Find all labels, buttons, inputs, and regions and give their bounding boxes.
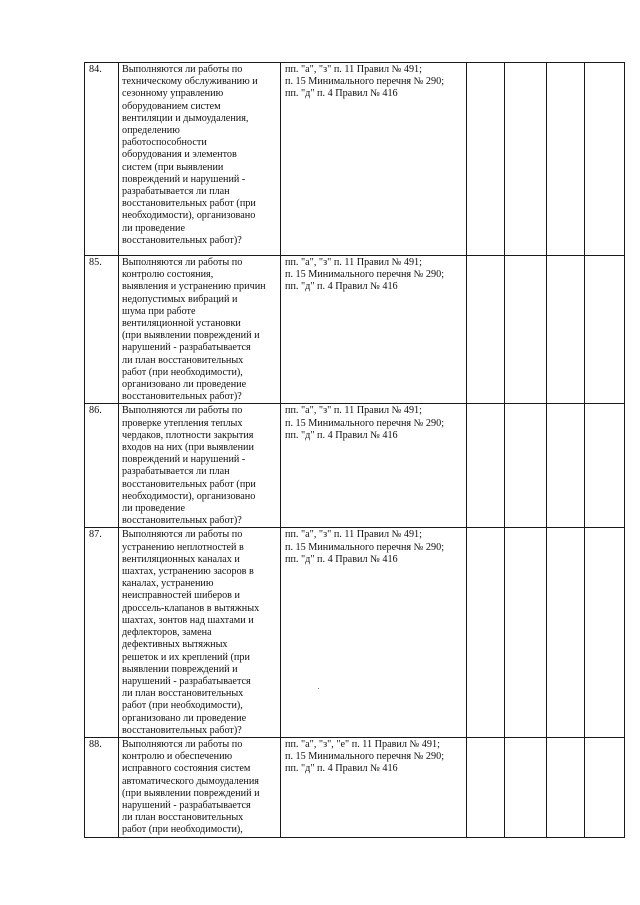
legal-reference-line: п. 15 Минимального перечня № 290;: [285, 76, 445, 88]
question-line: работ (при необходимости),: [122, 366, 243, 378]
question-cell: [119, 63, 281, 256]
question-line: (при выявлении повреждений и: [122, 330, 260, 342]
legal-reference-line: пп. "д" п. 4 Правил № 416: [285, 281, 398, 293]
question-cell: [119, 404, 281, 528]
question-line: исправного состояния систем: [122, 763, 251, 775]
question-line: контролю и обеспечению: [122, 751, 233, 763]
question-line: оборудованием систем: [122, 100, 221, 112]
question-line: сезонному управлению: [122, 88, 224, 100]
question-line: дроссель-клапанов в вытяжных: [122, 602, 260, 614]
answer-cell[interactable]: [547, 528, 585, 737]
legal-reference-line: п. 15 Минимального перечня № 290;: [285, 269, 445, 281]
question-line: автоматического дымоудаления: [122, 775, 259, 787]
legal-reference-line: пп. "а", "з" п. 11 Правил № 491;: [285, 64, 422, 75]
question-cell: [119, 737, 281, 837]
legal-reference-line: пп. "д" п. 4 Правил № 416: [285, 429, 398, 441]
answer-cell[interactable]: [505, 256, 547, 404]
answer-cell[interactable]: [467, 737, 505, 837]
checklist-table: [84, 62, 625, 838]
question-line: повреждений и нарушений -: [122, 173, 246, 185]
answer-cell[interactable]: [467, 404, 505, 528]
legal-reference-cell: [281, 528, 467, 737]
legal-reference-line: пп. "д" п. 4 Правил № 416: [285, 88, 398, 100]
question-line: каналах, устранению: [122, 578, 214, 590]
question-line: нарушений - разрабатывается: [122, 799, 251, 811]
answer-cell[interactable]: [585, 737, 625, 837]
table-row: [85, 63, 625, 256]
question-line: повреждений и нарушений -: [122, 454, 246, 466]
question-line: устранению неплотностей в: [122, 541, 244, 553]
answer-cell[interactable]: [467, 256, 505, 404]
question-line: восстановительных работ)?: [122, 724, 242, 736]
legal-reference-line: пп. "а", "з" п. 11 Правил № 491;: [285, 257, 422, 268]
question-line: техническому обслуживанию и: [122, 76, 258, 88]
answer-cell[interactable]: [585, 404, 625, 528]
question-line: Выполняются ли работы по: [122, 738, 243, 750]
answer-cell[interactable]: [505, 63, 547, 256]
row-number: 85.: [85, 256, 119, 404]
question-line: неисправностей шиберов и: [122, 590, 240, 602]
question-line: выявления и устранению причин: [122, 281, 266, 293]
question-line: нарушений - разрабатывается: [122, 675, 251, 687]
answer-cell[interactable]: [467, 63, 505, 256]
answer-cell[interactable]: [547, 63, 585, 256]
legal-reference-cell: [281, 737, 467, 837]
legal-reference-line: пп. "а", "з", "е" п. 11 Правил № 491;: [285, 738, 440, 750]
question-line: работ (при необходимости),: [122, 824, 243, 836]
answer-cell[interactable]: [585, 528, 625, 737]
question-cell: [119, 528, 281, 737]
question-line: ли план восстановительных: [122, 812, 244, 824]
answer-cell[interactable]: [505, 737, 547, 837]
question-line: организовано ли проведение: [122, 712, 247, 724]
question-line: организовано ли проведение: [122, 379, 247, 391]
question-line: проверке утепления теплых: [122, 417, 243, 429]
question-line: оборудования и элементов: [122, 149, 237, 161]
question-line: ли план восстановительных: [122, 354, 244, 366]
question-line: разрабатывается ли план: [122, 466, 230, 478]
question-line: шахтах, устранению засоров в: [122, 566, 254, 578]
question-line: ли план восстановительных: [122, 688, 244, 700]
question-line: ли проведение: [122, 222, 185, 234]
row-number: 88.: [85, 737, 119, 837]
question-line: недопустимых вибраций и: [122, 293, 238, 305]
question-line: восстановительных работ (при: [122, 478, 256, 490]
legal-reference-line: пп. "а", "з" п. 11 Правил № 491;: [285, 529, 422, 541]
question-line: шахтах, зонтов над шахтами и: [122, 614, 254, 626]
table-row: [85, 528, 625, 737]
legal-reference-line: п. 15 Минимального перечня № 290;: [285, 751, 445, 763]
question-line: Выполняются ли работы по: [122, 257, 243, 268]
answer-cell[interactable]: [505, 404, 547, 528]
table-row: [85, 256, 625, 404]
question-line: разрабатывается ли план: [122, 186, 230, 198]
question-line: необходимости), организовано: [122, 490, 256, 502]
question-line: выявлении повреждений и: [122, 663, 238, 675]
answer-cell[interactable]: [547, 737, 585, 837]
question-line: вентиляционных каналах и: [122, 553, 240, 565]
row-number: 86.: [85, 404, 119, 528]
answer-cell[interactable]: [547, 256, 585, 404]
answer-cell[interactable]: [585, 63, 625, 256]
question-line: систем (при выявлении: [122, 161, 224, 173]
question-line: Выполняются ли работы по: [122, 529, 243, 541]
question-line: работ (при необходимости),: [122, 700, 243, 712]
answer-cell[interactable]: [547, 404, 585, 528]
legal-reference-cell: [281, 404, 467, 528]
legal-reference-cell: [281, 63, 467, 256]
row-number: 87.: [85, 528, 119, 737]
question-line: восстановительных работ)?: [122, 391, 242, 403]
question-line: Выполняются ли работы по: [122, 405, 243, 417]
question-line: решеток и их креплений (при: [122, 651, 250, 663]
legal-reference-line: пп. "а", "з" п. 11 Правил № 491;: [285, 405, 422, 417]
question-line: восстановительных работ)?: [122, 515, 242, 527]
legal-reference-line: п. 15 Минимального перечня № 290;: [285, 417, 445, 429]
legal-reference-line: пп. "д" п. 4 Правил № 416: [285, 763, 398, 775]
question-line: входов на них (при выявлении: [122, 442, 254, 454]
question-line: нарушений - разрабатывается: [122, 342, 251, 354]
question-line: контролю состояния,: [122, 269, 214, 281]
scan-speck: [318, 688, 319, 689]
question-line: восстановительных работ (при: [122, 198, 256, 210]
question-line: дефлекторов, замена: [122, 627, 212, 639]
question-line: дефективных вытяжных: [122, 639, 228, 651]
table-row: [85, 737, 625, 837]
row-number: 84.: [85, 63, 119, 256]
question-line: вентиляционной установки: [122, 318, 241, 330]
question-line: вентиляции и дымоудаления,: [122, 112, 249, 124]
question-line: ли проведение: [122, 503, 185, 515]
table-row: [85, 404, 625, 528]
legal-reference-line: пп. "д" п. 4 Правил № 416: [285, 553, 398, 565]
question-cell: [119, 256, 281, 404]
question-line: работоспособности: [122, 137, 207, 149]
answer-cell[interactable]: [505, 528, 547, 737]
answer-cell[interactable]: [467, 528, 505, 737]
question-line: (при выявлении повреждений и: [122, 787, 260, 799]
question-line: определению: [122, 125, 180, 137]
question-line: чердаков, плотности закрытия: [122, 429, 254, 441]
question-line: Выполняются ли работы по: [122, 64, 243, 75]
question-line: необходимости), организовано: [122, 210, 256, 222]
legal-reference-cell: [281, 256, 467, 404]
answer-cell[interactable]: [585, 256, 625, 404]
question-line: восстановительных работ)?: [122, 234, 242, 246]
legal-reference-line: п. 15 Минимального перечня № 290;: [285, 541, 445, 553]
question-line: шума при работе: [122, 305, 196, 317]
